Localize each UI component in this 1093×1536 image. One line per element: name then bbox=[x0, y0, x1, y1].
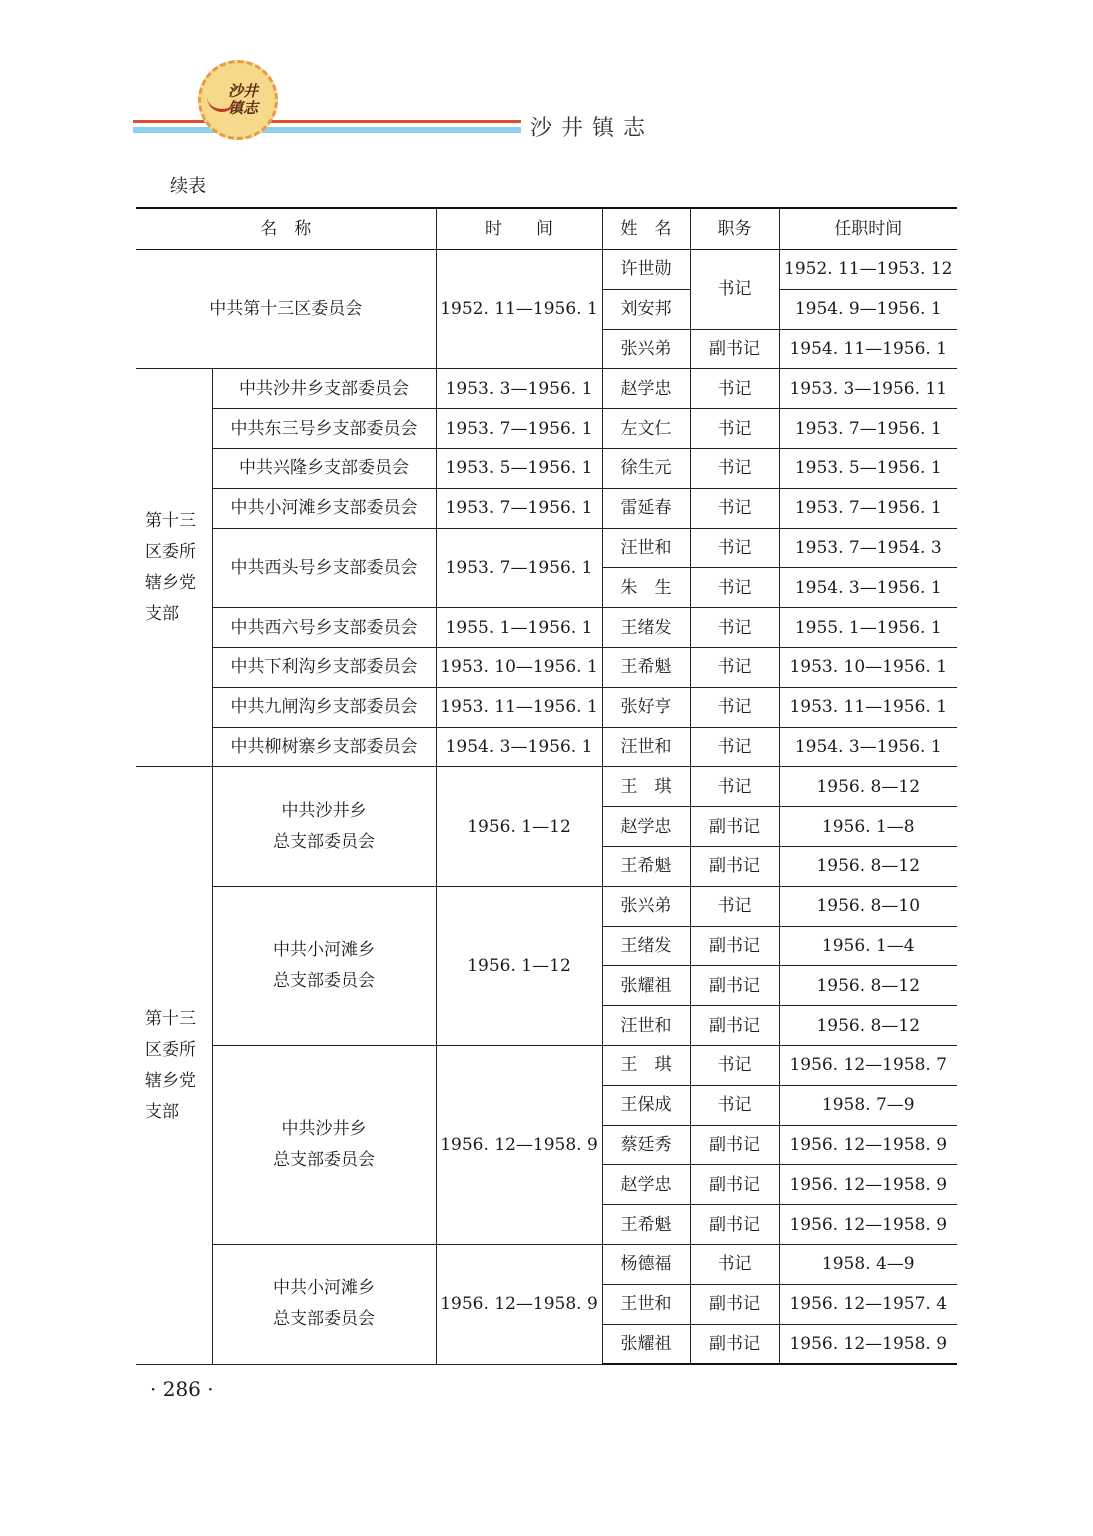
tenure: 1956. 1—4 bbox=[779, 926, 957, 966]
position: 书记 bbox=[690, 369, 779, 409]
col-header-period: 时 间 bbox=[436, 208, 602, 250]
org-period: 1956. 1—12 bbox=[436, 886, 602, 1045]
table-row bbox=[136, 409, 957, 449]
org-period: 1953. 7—1956. 1 bbox=[436, 528, 602, 608]
tenure: 1956. 8—10 bbox=[779, 886, 957, 926]
person-name: 赵学忠 bbox=[602, 1165, 690, 1205]
org-period: 1956. 12—1958. 9 bbox=[436, 1244, 602, 1364]
org-period: 1956. 12—1958. 9 bbox=[436, 1045, 602, 1244]
page-header bbox=[0, 0, 1093, 150]
position: 副书记 bbox=[690, 1205, 779, 1245]
position: 副书记 bbox=[690, 926, 779, 966]
org-name: 中共沙井乡 总支部委员会 bbox=[212, 767, 436, 886]
group-label: 第十三区委所辖乡党支部 bbox=[136, 767, 212, 1364]
table-row bbox=[136, 687, 957, 727]
position: 书记 bbox=[690, 647, 779, 687]
table-header-row bbox=[136, 208, 957, 250]
tenure: 1953. 11—1956. 1 bbox=[779, 687, 957, 727]
tenure: 1956. 1—8 bbox=[779, 807, 957, 847]
org-name: 中共小河滩乡 总支部委员会 bbox=[212, 886, 436, 1045]
tenure: 1953. 7—1956. 1 bbox=[779, 409, 957, 449]
tenure: 1954. 3—1956. 1 bbox=[779, 727, 957, 767]
position: 副书记 bbox=[690, 1324, 779, 1364]
tenure: 1954. 11—1956. 1 bbox=[779, 329, 957, 369]
position: 副书记 bbox=[690, 1284, 779, 1324]
org-period: 1953. 5—1956. 1 bbox=[436, 448, 602, 488]
tenure: 1954. 3—1956. 1 bbox=[779, 568, 957, 608]
table-row bbox=[136, 250, 957, 290]
tenure: 1953. 5—1956. 1 bbox=[779, 448, 957, 488]
tenure: 1953. 10—1956. 1 bbox=[779, 647, 957, 687]
tenure: 1952. 11—1953. 12 bbox=[779, 250, 957, 290]
position: 副书记 bbox=[690, 846, 779, 886]
org-period: 1953. 11—1956. 1 bbox=[436, 687, 602, 727]
person-name: 张兴弟 bbox=[602, 886, 690, 926]
position: 书记 bbox=[690, 250, 779, 330]
person-name: 张耀祖 bbox=[602, 1324, 690, 1364]
person-name: 蔡廷秀 bbox=[602, 1125, 690, 1165]
tenure: 1953. 3—1956. 11 bbox=[779, 369, 957, 409]
table-row bbox=[136, 727, 957, 767]
org-name: 中共兴隆乡支部委员会 bbox=[212, 448, 436, 488]
position: 书记 bbox=[690, 409, 779, 449]
table-row bbox=[136, 886, 957, 926]
org-name: 中共第十三区委员会 bbox=[136, 250, 436, 369]
group-label: 第十三区委所辖乡党支部 bbox=[136, 369, 212, 767]
tenure: 1956. 12—1957. 4 bbox=[779, 1284, 957, 1324]
table-row bbox=[136, 647, 957, 687]
tenure: 1956. 8—12 bbox=[779, 846, 957, 886]
book-logo bbox=[198, 60, 278, 140]
tenure: 1956. 12—1958. 9 bbox=[779, 1324, 957, 1364]
position: 书记 bbox=[690, 448, 779, 488]
person-name: 王绪发 bbox=[602, 608, 690, 648]
person-name: 王希魁 bbox=[602, 647, 690, 687]
person-name: 刘安邦 bbox=[602, 289, 690, 329]
position: 书记 bbox=[690, 608, 779, 648]
header-rule-red bbox=[133, 120, 521, 123]
table-caption: 续表 bbox=[170, 176, 206, 197]
col-header-tenure: 任职时间 bbox=[779, 208, 957, 250]
tenure: 1956. 12—1958. 9 bbox=[779, 1125, 957, 1165]
position: 书记 bbox=[690, 727, 779, 767]
position: 副书记 bbox=[690, 1006, 779, 1046]
person-name: 王 琪 bbox=[602, 1045, 690, 1085]
org-name: 中共小河滩乡支部委员会 bbox=[212, 488, 436, 528]
person-name: 王希魁 bbox=[602, 1205, 690, 1245]
person-name: 张耀祖 bbox=[602, 966, 690, 1006]
person-name: 王世和 bbox=[602, 1284, 690, 1324]
position: 书记 bbox=[690, 886, 779, 926]
person-name: 许世勋 bbox=[602, 250, 690, 290]
table-row bbox=[136, 1045, 957, 1085]
table-row bbox=[136, 1244, 957, 1284]
org-name: 中共柳树寨乡支部委员会 bbox=[212, 727, 436, 767]
tenure: 1955. 1—1956. 1 bbox=[779, 608, 957, 648]
officials-table bbox=[136, 207, 957, 1365]
position: 副书记 bbox=[690, 966, 779, 1006]
org-name: 中共沙井乡 总支部委员会 bbox=[212, 1045, 436, 1244]
person-name: 汪世和 bbox=[602, 528, 690, 568]
org-period: 1952. 11—1956. 1 bbox=[436, 250, 602, 369]
position: 书记 bbox=[690, 687, 779, 727]
person-name: 张好亨 bbox=[602, 687, 690, 727]
table-row bbox=[136, 369, 957, 409]
person-name: 张兴弟 bbox=[602, 329, 690, 369]
person-name: 朱 生 bbox=[602, 568, 690, 608]
position: 书记 bbox=[690, 1085, 779, 1125]
col-header-name: 名 称 bbox=[136, 208, 436, 250]
tenure: 1958. 4—9 bbox=[779, 1244, 957, 1284]
tenure: 1953. 7—1954. 3 bbox=[779, 528, 957, 568]
position: 副书记 bbox=[690, 1125, 779, 1165]
person-name: 王绪发 bbox=[602, 926, 690, 966]
org-name: 中共九闸沟乡支部委员会 bbox=[212, 687, 436, 727]
person-name: 赵学忠 bbox=[602, 807, 690, 847]
person-name: 王希魁 bbox=[602, 846, 690, 886]
book-title: 沙井镇志 bbox=[530, 116, 655, 141]
person-name: 左文仁 bbox=[602, 409, 690, 449]
tenure: 1956. 12—1958. 9 bbox=[779, 1205, 957, 1245]
position: 副书记 bbox=[690, 807, 779, 847]
tenure: 1958. 7—9 bbox=[779, 1085, 957, 1125]
table-row bbox=[136, 488, 957, 528]
org-name: 中共东三号乡支部委员会 bbox=[212, 409, 436, 449]
org-period: 1953. 7—1956. 1 bbox=[436, 409, 602, 449]
org-name: 中共小河滩乡 总支部委员会 bbox=[212, 1244, 436, 1364]
tenure: 1953. 7—1956. 1 bbox=[779, 488, 957, 528]
person-name: 汪世和 bbox=[602, 1006, 690, 1046]
table-row bbox=[136, 528, 957, 568]
tenure: 1956. 12—1958. 7 bbox=[779, 1045, 957, 1085]
position: 书记 bbox=[690, 1045, 779, 1085]
logo-text: 沙井镇志 bbox=[227, 82, 258, 117]
col-header-position: 职务 bbox=[690, 208, 779, 250]
org-period: 1954. 3—1956. 1 bbox=[436, 727, 602, 767]
tenure: 1956. 8—12 bbox=[779, 767, 957, 807]
person-name: 赵学忠 bbox=[602, 369, 690, 409]
person-name: 杨德福 bbox=[602, 1244, 690, 1284]
position: 书记 bbox=[690, 1244, 779, 1284]
table-row bbox=[136, 767, 957, 807]
org-name: 中共西六号乡支部委员会 bbox=[212, 608, 436, 648]
person-name: 雷延春 bbox=[602, 488, 690, 528]
page-number: · 286 · bbox=[150, 1377, 214, 1401]
org-period: 1956. 1—12 bbox=[436, 767, 602, 886]
org-name: 中共下利沟乡支部委员会 bbox=[212, 647, 436, 687]
org-name: 中共沙井乡支部委员会 bbox=[212, 369, 436, 409]
org-period: 1953. 3—1956. 1 bbox=[436, 369, 602, 409]
position: 副书记 bbox=[690, 329, 779, 369]
person-name: 王 琪 bbox=[602, 767, 690, 807]
tenure: 1956. 8—12 bbox=[779, 966, 957, 1006]
position: 书记 bbox=[690, 767, 779, 807]
tenure: 1954. 9—1956. 1 bbox=[779, 289, 957, 329]
tenure: 1956. 8—12 bbox=[779, 1006, 957, 1046]
position: 书记 bbox=[690, 568, 779, 608]
person-name: 徐生元 bbox=[602, 448, 690, 488]
tenure: 1956. 12—1958. 9 bbox=[779, 1165, 957, 1205]
table-row bbox=[136, 608, 957, 648]
position: 书记 bbox=[690, 528, 779, 568]
org-period: 1955. 1—1956. 1 bbox=[436, 608, 602, 648]
table-row bbox=[136, 448, 957, 488]
header-rule-blue bbox=[133, 127, 521, 133]
person-name: 汪世和 bbox=[602, 727, 690, 767]
col-header-person: 姓 名 bbox=[602, 208, 690, 250]
org-period: 1953. 7—1956. 1 bbox=[436, 488, 602, 528]
org-name: 中共西头号乡支部委员会 bbox=[212, 528, 436, 608]
position: 书记 bbox=[690, 488, 779, 528]
position: 副书记 bbox=[690, 1165, 779, 1205]
person-name: 王保成 bbox=[602, 1085, 690, 1125]
org-period: 1953. 10—1956. 1 bbox=[436, 647, 602, 687]
